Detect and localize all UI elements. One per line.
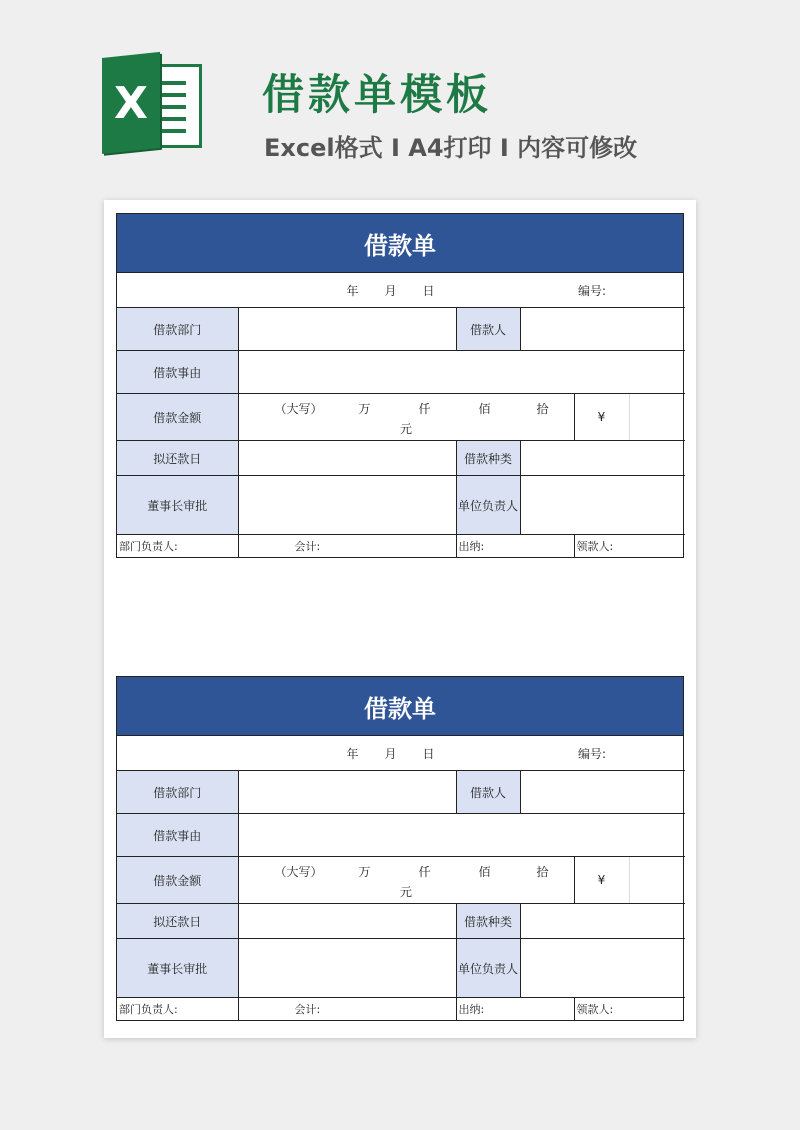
form-title: 借款单 <box>117 677 683 736</box>
amount-label: 借款金额 <box>117 394 238 441</box>
logo-letter: X <box>114 78 148 129</box>
yen-label: ¥ <box>575 394 630 440</box>
unit-head-label: 单位负责人 <box>456 476 520 535</box>
amount-words-input[interactable] <box>238 857 574 904</box>
shi-label: 拾 <box>536 402 549 416</box>
borrower-input[interactable] <box>520 308 685 351</box>
type-label: 借款种类 <box>456 904 520 939</box>
bai-label: 佰 <box>478 402 491 416</box>
day-label: 日 <box>422 283 435 298</box>
daxie-label: （大写） <box>274 865 323 879</box>
accountant-signature[interactable] <box>238 998 456 1021</box>
amount-label: 借款金额 <box>117 857 238 904</box>
reason-label: 借款事由 <box>117 814 238 857</box>
unit-head-label: 单位负责人 <box>456 939 520 998</box>
reason-input[interactable] <box>238 351 685 394</box>
dept-label: 借款部门 <box>117 308 238 351</box>
receiver-signature[interactable] <box>574 535 685 558</box>
type-input[interactable] <box>520 441 685 476</box>
dept-head-label: 部门负责人: <box>119 540 178 553</box>
borrower-input[interactable] <box>520 771 685 814</box>
number-label: 编号: <box>578 283 607 298</box>
chairman-input[interactable] <box>238 476 456 535</box>
yuan-label: 元 <box>399 422 412 436</box>
form-table <box>117 273 685 557</box>
reason-label: 借款事由 <box>117 351 238 394</box>
cashier-signature[interactable] <box>456 998 574 1021</box>
yen-label: ¥ <box>575 857 630 903</box>
qian-label: 仟 <box>418 402 431 416</box>
date-field[interactable] <box>117 273 574 308</box>
receiver-label: 领款人: <box>576 540 614 553</box>
repay-input[interactable] <box>238 441 456 476</box>
bai-label: 佰 <box>478 865 491 879</box>
qian-label: 仟 <box>418 865 431 879</box>
borrower-label: 借款人 <box>456 308 520 351</box>
loan-form-2 <box>116 676 684 1021</box>
shi-label: 拾 <box>536 865 549 879</box>
amount-digits-input[interactable] <box>574 394 685 441</box>
dept-head-signature[interactable] <box>117 535 238 558</box>
yuan-label: 元 <box>399 885 412 899</box>
wan-label: 万 <box>358 865 371 879</box>
accountant-signature[interactable] <box>238 535 456 558</box>
wan-label: 万 <box>358 402 371 416</box>
accountant-label: 会计: <box>294 540 321 553</box>
amount-words-input[interactable] <box>238 394 574 441</box>
dept-input[interactable] <box>238 308 456 351</box>
excel-logo-icon <box>102 58 204 154</box>
month-label: 月 <box>384 746 397 761</box>
page-subtitle: Excel格式 I A4打印 I 内容可修改 <box>264 134 638 162</box>
accountant-label: 会计: <box>294 1003 321 1016</box>
month-label: 月 <box>384 283 397 298</box>
form-table <box>117 736 685 1020</box>
amount-digits-input[interactable] <box>574 857 685 904</box>
repay-label: 拟还款日 <box>117 441 238 476</box>
dept-input[interactable] <box>238 771 456 814</box>
year-label: 年 <box>346 746 359 761</box>
dept-head-label: 部门负责人: <box>119 1003 178 1016</box>
unit-head-input[interactable] <box>520 476 685 535</box>
day-label: 日 <box>422 746 435 761</box>
form-title: 借款单 <box>117 214 683 273</box>
cashier-label: 出纳: <box>458 1003 485 1016</box>
type-input[interactable] <box>520 904 685 939</box>
receiver-label: 领款人: <box>576 1003 614 1016</box>
loan-form-1 <box>116 213 684 558</box>
chairman-label: 董事长审批 <box>117 939 238 998</box>
page-title: 借款单模板 <box>262 70 493 119</box>
number-label: 编号: <box>578 746 607 761</box>
dept-head-signature[interactable] <box>117 998 238 1021</box>
repay-label: 拟还款日 <box>117 904 238 939</box>
number-field[interactable] <box>574 273 685 308</box>
chairman-label: 董事长审批 <box>117 476 238 535</box>
receiver-signature[interactable] <box>574 998 685 1021</box>
year-label: 年 <box>346 283 359 298</box>
type-label: 借款种类 <box>456 441 520 476</box>
borrower-label: 借款人 <box>456 771 520 814</box>
repay-input[interactable] <box>238 904 456 939</box>
chairman-input[interactable] <box>238 939 456 998</box>
cashier-label: 出纳: <box>458 540 485 553</box>
number-field[interactable] <box>574 736 685 771</box>
unit-head-input[interactable] <box>520 939 685 998</box>
date-field[interactable] <box>117 736 574 771</box>
reason-input[interactable] <box>238 814 685 857</box>
dept-label: 借款部门 <box>117 771 238 814</box>
cashier-signature[interactable] <box>456 535 574 558</box>
daxie-label: （大写） <box>274 402 323 416</box>
